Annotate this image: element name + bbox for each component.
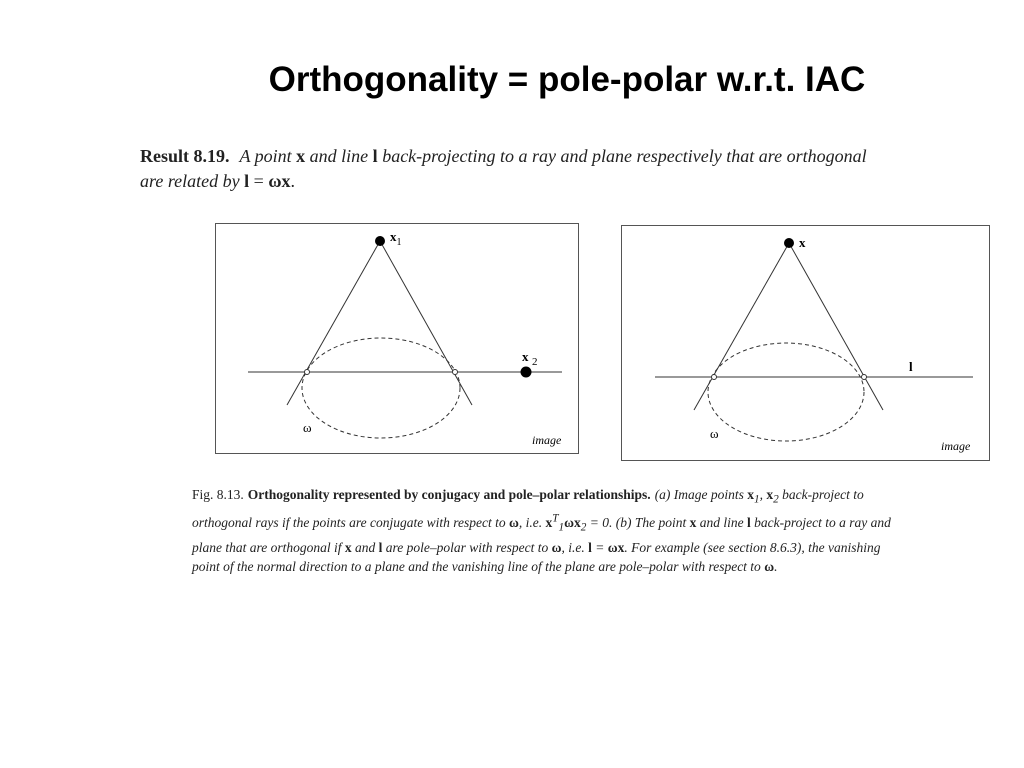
- caption-eq-sub2: 2: [580, 521, 587, 534]
- result-eq-x: x: [281, 171, 291, 191]
- ray-left-b: [694, 243, 789, 410]
- figure-a-panel: [215, 223, 579, 454]
- point-x2: [521, 367, 532, 378]
- result-statement: [140, 144, 870, 194]
- result-symbol-l: l: [372, 146, 378, 166]
- caption-text-6: back-project to a ray and plane that are orthogonal if: [192, 515, 891, 555]
- label-l: l: [909, 359, 913, 374]
- caption-x2-sub: 2: [773, 493, 779, 506]
- caption-text-10: . For example (see section 8.6.3), the vanishing point of the normal direction to a plane and the vanishing line of the plane are pole–polar with respect to: [192, 539, 881, 574]
- caption-eq-x1: x: [545, 515, 553, 531]
- figure-a-diagram: [216, 224, 578, 453]
- ray-right-b: [789, 243, 883, 410]
- caption-eq2-mid: =: [591, 539, 608, 555]
- caption-text-3: , i.e.: [518, 515, 546, 531]
- caption-eq-omega: ω: [564, 515, 574, 531]
- caption-omega-1: ω: [508, 515, 519, 531]
- label-x2-sub: 2: [532, 356, 538, 368]
- intersection-right-b: [862, 375, 867, 380]
- caption-text-7: and: [351, 539, 379, 555]
- caption-fig-label: Fig. 8.13.: [192, 487, 244, 502]
- result-end: .: [290, 171, 295, 191]
- point-x1: [375, 236, 385, 246]
- figure-b-panel: [621, 225, 990, 461]
- caption-eq2-x: x: [617, 539, 625, 555]
- conic-omega-b: [708, 343, 864, 441]
- result-text-1: A point: [239, 146, 297, 166]
- result-eq-omega: ω: [268, 171, 282, 191]
- caption-text-9: , i.e.: [561, 539, 589, 555]
- caption-x-b: x: [344, 539, 352, 555]
- result-eq-op: =: [249, 171, 269, 191]
- ray-left-a: [287, 241, 380, 405]
- caption-eq-sup: T: [552, 512, 559, 525]
- caption-l-b: l: [378, 539, 383, 555]
- slide-title: Orthogonality = pole-polar w.r.t. IAC: [268, 60, 866, 99]
- caption-comma: ,: [759, 487, 767, 502]
- result-label: Result 8.19.: [140, 146, 230, 166]
- figure-b-diagram: [622, 226, 989, 460]
- figure-caption: [192, 485, 892, 576]
- caption-l: l: [747, 515, 751, 531]
- caption-text-1: (a) Image points: [654, 487, 748, 502]
- caption-x: x: [689, 515, 697, 531]
- result-text-2: and line: [305, 146, 373, 166]
- caption-text-11: .: [774, 558, 778, 574]
- intersection-left-a: [305, 370, 310, 375]
- label-omega-b: ω: [710, 426, 719, 441]
- caption-eq-rest: = 0.: [586, 515, 613, 531]
- intersection-left-b: [712, 375, 717, 380]
- label-x: x: [799, 235, 806, 250]
- caption-omega-3: ω: [764, 558, 775, 574]
- label-x1: $x_1$: [390, 229, 402, 248]
- caption-title: Orthogonality represented by conjugacy and pole–polar relationships.: [247, 487, 651, 502]
- caption-eq2-l: l: [588, 539, 592, 555]
- label-x2: x: [522, 349, 529, 364]
- caption-eq2-omega: ω: [607, 539, 618, 555]
- ray-right-a: [380, 241, 472, 405]
- caption-omega-2: ω: [551, 539, 562, 555]
- label-omega-a: ω: [303, 420, 312, 435]
- caption-eq-sub1: 1: [558, 521, 565, 534]
- intersection-right-a: [453, 370, 458, 375]
- caption-text-2: back-project to orthogonal rays if the points are conjugate with respect to: [192, 487, 864, 531]
- result-eq-l: l: [244, 171, 250, 191]
- label-image-a: image: [532, 433, 562, 447]
- caption-text-5: and line: [696, 515, 747, 531]
- label-image-b: image: [941, 439, 971, 453]
- caption-eq-x2: x: [574, 515, 581, 531]
- caption-x1: x: [747, 487, 755, 502]
- conic-omega-a: [302, 338, 460, 438]
- caption-text-8: are pole–polar with respect to: [382, 539, 552, 555]
- caption-text-4: (b) The point: [612, 515, 690, 531]
- caption-x1-sub: 1: [754, 493, 760, 506]
- result-symbol-x: x: [296, 146, 306, 166]
- caption-x2: x: [766, 487, 774, 502]
- result-text-3: back-projecting to a ray and plane respectively that are orthogonal are related by: [140, 146, 867, 191]
- point-x: [784, 238, 794, 248]
